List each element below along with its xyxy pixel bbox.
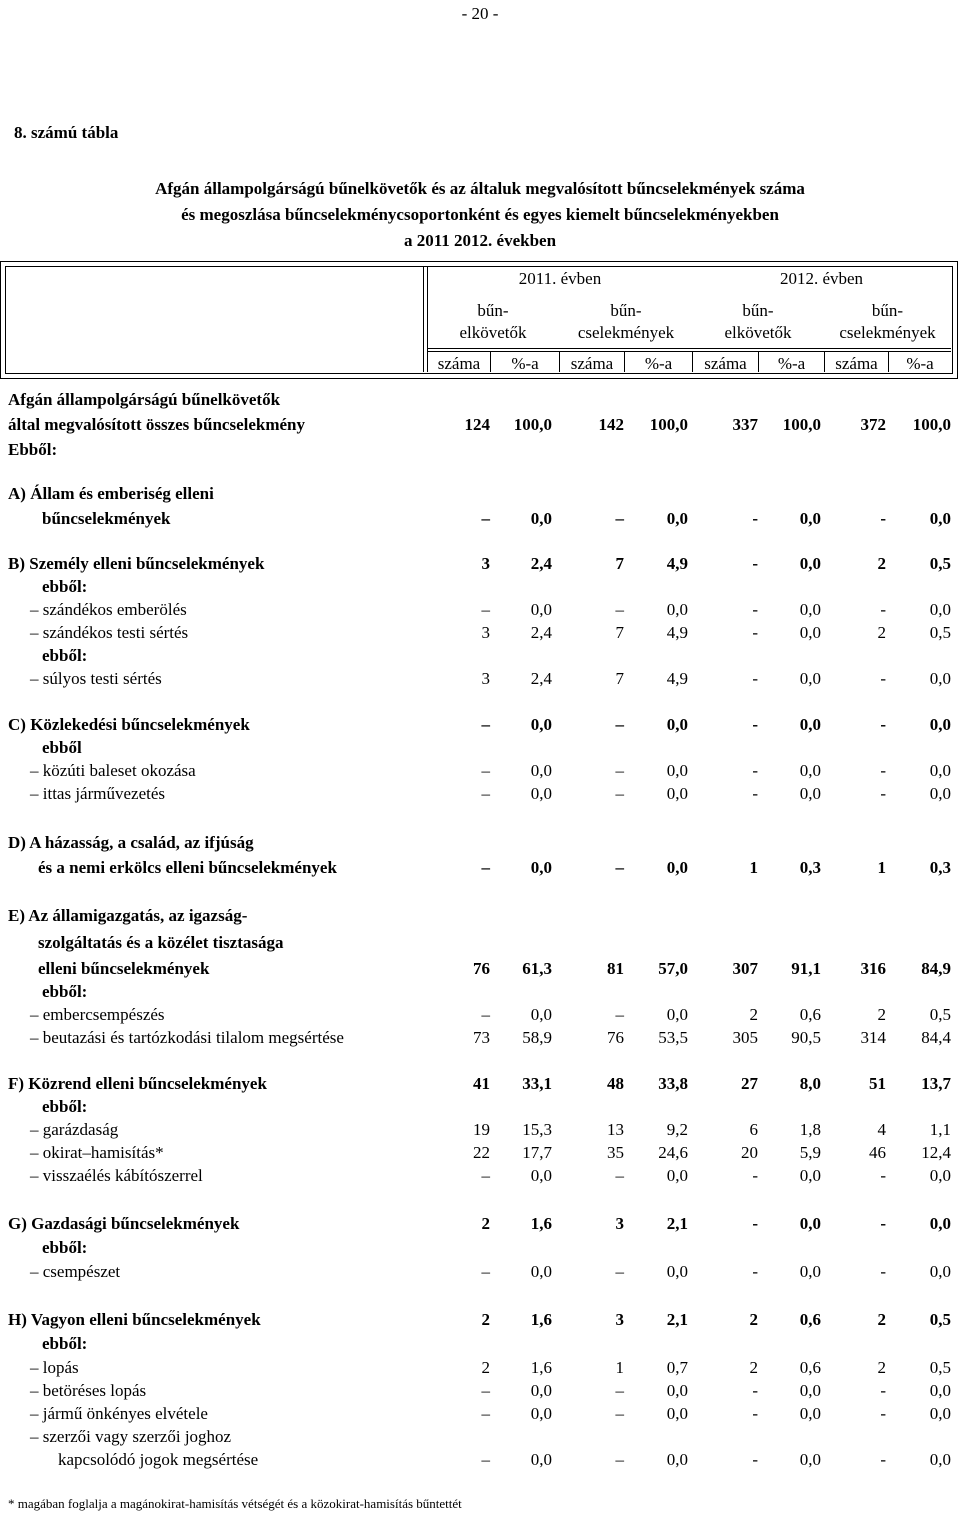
row-value: 35 <box>607 1143 624 1162</box>
page-number: - 20 - <box>461 4 499 23</box>
row-value: 0,0 <box>530 1005 552 1024</box>
row-value: - <box>752 784 758 803</box>
row-value: 0,0 <box>666 1381 688 1400</box>
row-value: 0,0 <box>929 784 951 803</box>
row-label: – lopás <box>30 1358 79 1377</box>
row-label: kapcsolódó jogok megsértése <box>58 1450 259 1469</box>
row-value: 0,0 <box>530 858 552 877</box>
row-value: 0,0 <box>799 1214 821 1233</box>
row-value: – <box>481 858 490 877</box>
row-value: 0,0 <box>799 1166 821 1185</box>
row-value: 76 <box>473 959 490 978</box>
row-value: 4,9 <box>666 554 688 573</box>
row-label: – közúti baleset okozása <box>30 761 196 780</box>
title-line-2: és megoszlása bűncselekménycsoportonként és egyes kiemelt bűncselekményekben <box>181 205 779 224</box>
row-label: ebből: <box>42 1238 88 1257</box>
row-value: 0,6 <box>799 1310 821 1329</box>
row-label: F) Közrend elleni bűncselekmények <box>8 1074 267 1093</box>
header-group-3-line-1: bűn- <box>742 301 774 320</box>
row-value: 0,0 <box>666 1262 688 1281</box>
header-sub-2: %-a <box>511 354 539 373</box>
row-value: 0,0 <box>929 509 951 528</box>
row-value: 0,7 <box>666 1358 688 1377</box>
header-sub-rule <box>427 351 951 352</box>
row-value: 0,5 <box>929 1005 951 1024</box>
row-value: – <box>481 1166 490 1185</box>
row-value: 1,6 <box>530 1358 552 1377</box>
row-value: - <box>880 1166 886 1185</box>
row-label: – súlyos testi sértés <box>30 669 162 688</box>
header-sub-6: %-a <box>777 354 806 373</box>
row-value: 0,0 <box>666 1005 688 1024</box>
row-label: ebből <box>42 738 82 757</box>
row-value: 1 <box>877 858 886 877</box>
row-label: Afgán állampolgárságú bűnelkövetők <box>8 390 281 409</box>
row-label: Ebből: <box>8 440 58 459</box>
row-value: 1,6 <box>530 1310 552 1329</box>
row-label: – szerzői vagy szerzői joghoz <box>30 1427 232 1446</box>
row-value: 0,0 <box>799 509 821 528</box>
row-value: 100,0 <box>649 415 688 434</box>
header-sub-rule-2 <box>427 348 951 349</box>
row-value: 0,3 <box>799 858 821 877</box>
row-value: - <box>752 1404 758 1423</box>
row-value: 0,0 <box>929 1404 951 1423</box>
row-label: ebből: <box>42 646 88 665</box>
row-value: 22 <box>473 1143 490 1162</box>
row-value: – <box>615 509 624 528</box>
row-value: – <box>481 509 490 528</box>
row-value: 0,0 <box>530 784 552 803</box>
row-value: - <box>752 554 758 573</box>
row-value: 0,0 <box>799 1450 821 1469</box>
row-label: és a nemi erkölcs elleni bűncselekmények <box>38 858 337 877</box>
row-value: 0,5 <box>929 623 951 642</box>
row-value: - <box>880 669 886 688</box>
row-value: – <box>615 1005 624 1024</box>
row-value: 124 <box>464 415 490 434</box>
row-value: – <box>615 784 624 803</box>
row-label: – jármű önkényes elvétele <box>30 1404 208 1423</box>
row-value: 2 <box>749 1358 758 1377</box>
row-value: - <box>880 600 886 619</box>
row-value: 2 <box>877 1310 886 1329</box>
row-value: 314 <box>860 1028 886 1047</box>
row-value: - <box>880 784 886 803</box>
row-value: 5,9 <box>799 1143 821 1162</box>
row-value: 307 <box>732 959 758 978</box>
row-label: – szándékos emberölés <box>30 600 187 619</box>
row-value: - <box>880 1262 886 1281</box>
row-value: 0,0 <box>530 1262 552 1281</box>
title-line-1: Afgán állampolgárságú bűnelkövetők és az általuk megvalósított bűncselekmények száma <box>155 179 805 198</box>
row-value: 0,0 <box>530 1381 552 1400</box>
row-value: 19 <box>473 1120 490 1139</box>
row-value: 0,0 <box>666 784 688 803</box>
row-value: 0,0 <box>799 1262 821 1281</box>
row-value: 48 <box>607 1074 624 1093</box>
row-label: – betöréses lopás <box>30 1381 147 1400</box>
row-value: 2,4 <box>530 554 552 573</box>
row-value: 51 <box>869 1074 886 1093</box>
row-value: – <box>481 600 490 619</box>
row-value: 0,6 <box>799 1005 821 1024</box>
header-sub-5: száma <box>704 354 747 373</box>
row-value: 0,0 <box>666 1404 688 1423</box>
row-value: 2,4 <box>530 623 552 642</box>
row-value: 0,5 <box>929 554 951 573</box>
header-sub-1: száma <box>437 354 481 373</box>
row-value: 1 <box>615 1358 624 1377</box>
row-value: - <box>752 761 758 780</box>
row-value: – <box>615 715 624 734</box>
row-value: 7 <box>615 554 624 573</box>
row-value: 9,2 <box>666 1120 688 1139</box>
row-value: 100,0 <box>782 415 821 434</box>
row-value: 0,0 <box>666 509 688 528</box>
row-label: ebből: <box>42 1097 88 1116</box>
row-value: - <box>752 669 758 688</box>
row-label: – beutazási és tartózkodási tilalom megsértése <box>30 1028 344 1047</box>
row-value: - <box>752 600 758 619</box>
row-value: 2 <box>877 554 886 573</box>
row-label: – csempészet <box>30 1262 121 1281</box>
row-value: 0,5 <box>929 1358 951 1377</box>
row-value: 91,1 <box>791 959 821 978</box>
row-value: - <box>880 761 886 780</box>
row-value: - <box>880 1404 886 1423</box>
row-value: 12,4 <box>921 1143 951 1162</box>
header-group-4-line-1: bűn- <box>871 301 904 320</box>
row-value: - <box>880 1381 886 1400</box>
row-value: 41 <box>473 1074 490 1093</box>
row-label: G) Gazdasági bűncselekmények <box>8 1214 240 1233</box>
header-year-2011: 2011. évben <box>518 269 602 288</box>
row-label: – szándékos testi sértés <box>30 623 189 642</box>
row-value: 337 <box>732 415 758 434</box>
row-value: 1,8 <box>799 1120 821 1139</box>
row-value: – <box>481 715 490 734</box>
row-value: 100,0 <box>513 415 552 434</box>
row-value: 1,1 <box>929 1120 951 1139</box>
row-value: 2,1 <box>666 1310 688 1329</box>
row-value: - <box>752 1381 758 1400</box>
row-value: 0,0 <box>666 1166 688 1185</box>
row-value: 8,0 <box>799 1074 821 1093</box>
row-value: - <box>752 715 758 734</box>
row-value: – <box>481 1450 490 1469</box>
row-value: 0,0 <box>929 761 951 780</box>
row-value: – <box>481 1262 490 1281</box>
row-value: 0,0 <box>929 1450 951 1469</box>
row-value: 316 <box>860 959 886 978</box>
header-sub-7: száma <box>835 354 878 373</box>
header-group-3-line-2: elkövetők <box>724 323 792 342</box>
row-label: szolgáltatás és a közélet tisztasága <box>38 933 284 952</box>
row-value: 90,5 <box>791 1028 821 1047</box>
row-label: – embercsempészés <box>30 1005 165 1024</box>
row-value: – <box>615 600 624 619</box>
row-value: 305 <box>732 1028 758 1047</box>
row-value: 73 <box>473 1028 490 1047</box>
row-value: – <box>481 1381 490 1400</box>
row-label: – garázdaság <box>30 1120 119 1139</box>
table-label: 8. számú tábla <box>14 123 119 142</box>
row-value: 0,0 <box>799 784 821 803</box>
row-value: 0,0 <box>799 669 821 688</box>
row-value: 0,0 <box>666 761 688 780</box>
row-label: A) Állam és emberiség elleni <box>8 484 214 503</box>
footnote: * magában foglalja a magánokirat-hamisítás vétségét és a közokirat-hamisítás bűntettét <box>8 1496 462 1511</box>
row-value: 0,6 <box>799 1358 821 1377</box>
row-value: 4,9 <box>666 623 688 642</box>
row-value: 0,0 <box>799 554 821 573</box>
row-value: 0,0 <box>929 1214 951 1233</box>
row-value: 58,9 <box>522 1028 552 1047</box>
row-value: 3 <box>481 554 490 573</box>
row-value: - <box>752 1214 758 1233</box>
row-value: 7 <box>615 669 624 688</box>
row-label: ebből: <box>42 577 88 596</box>
row-value: – <box>615 1166 624 1185</box>
row-value: 57,0 <box>658 959 688 978</box>
row-value: 0,0 <box>666 600 688 619</box>
row-value: – <box>615 1262 624 1281</box>
row-value: 0,3 <box>929 858 951 877</box>
row-value: 2 <box>481 1358 490 1377</box>
row-value: 84,9 <box>921 959 951 978</box>
header-group-2-line-2: cselekmények <box>577 323 675 342</box>
row-value: 3 <box>615 1310 624 1329</box>
row-label: H) Vagyon elleni bűncselekmények <box>8 1310 261 1329</box>
row-value: 4,9 <box>666 669 688 688</box>
row-value: 0,0 <box>799 761 821 780</box>
row-value: 13 <box>607 1120 624 1139</box>
row-value: 0,0 <box>666 858 688 877</box>
row-value: 0,0 <box>929 1166 951 1185</box>
row-value: 53,5 <box>658 1028 688 1047</box>
row-value: 0,0 <box>799 1381 821 1400</box>
row-value: 0,0 <box>929 1262 951 1281</box>
row-value: 0,0 <box>929 1381 951 1400</box>
row-value: - <box>880 509 886 528</box>
row-value: – <box>615 1381 624 1400</box>
row-value: 1 <box>749 858 758 877</box>
row-value: 20 <box>741 1143 758 1162</box>
row-label: bűncselekmények <box>42 509 171 528</box>
header-group-2-line-1: bűn- <box>610 301 642 320</box>
header-year-2012: 2012. évben <box>779 269 864 288</box>
row-value: 0,0 <box>530 509 552 528</box>
row-value: 2 <box>481 1214 490 1233</box>
row-value: 0,0 <box>799 600 821 619</box>
row-value: - <box>752 1166 758 1185</box>
row-value: 1,6 <box>530 1214 552 1233</box>
row-label: B) Személy elleni bűncselekmények <box>8 554 265 573</box>
row-value: – <box>615 761 624 780</box>
row-value: 27 <box>741 1074 758 1093</box>
row-value: – <box>615 858 624 877</box>
row-value: 2,4 <box>530 669 552 688</box>
row-value: 0,0 <box>530 1450 552 1469</box>
row-value: 46 <box>869 1143 886 1162</box>
row-value: 372 <box>860 415 886 434</box>
row-value: 81 <box>607 959 624 978</box>
row-label: C) Közlekedési bűncselekmények <box>8 715 250 734</box>
row-value: 84,4 <box>921 1028 951 1047</box>
row-value: – <box>481 1005 490 1024</box>
header-group-4-line-2: cselekmények <box>839 323 936 342</box>
header-sub-8: %-a <box>906 354 934 373</box>
row-label: ebből: <box>42 982 88 1001</box>
row-value: - <box>752 509 758 528</box>
header-label-divider <box>423 266 424 372</box>
row-value: - <box>752 1262 758 1281</box>
row-value: 0,0 <box>799 623 821 642</box>
row-value: - <box>752 1450 758 1469</box>
row-label: – ittas járművezetés <box>30 784 166 803</box>
row-value: – <box>481 1404 490 1423</box>
row-value: 76 <box>607 1028 624 1047</box>
row-value: 2 <box>877 1005 886 1024</box>
row-value: 61,3 <box>522 959 552 978</box>
row-value: 0,0 <box>530 761 552 780</box>
row-value: 142 <box>598 415 624 434</box>
row-label: – visszaélés kábítószerrel <box>30 1166 203 1185</box>
row-value: - <box>880 1450 886 1469</box>
row-value: – <box>481 761 490 780</box>
row-value: 3 <box>481 623 490 642</box>
row-value: 2 <box>877 1358 886 1377</box>
row-value: 0,0 <box>666 1450 688 1469</box>
row-value: 7 <box>615 623 624 642</box>
row-value: 0,0 <box>929 669 951 688</box>
row-value: 0,0 <box>530 715 552 734</box>
row-value: 2 <box>481 1310 490 1329</box>
row-value: 2,1 <box>666 1214 688 1233</box>
row-value: – <box>615 1450 624 1469</box>
row-value: 0,0 <box>666 715 688 734</box>
row-value: 3 <box>481 669 490 688</box>
row-label: elleni bűncselekmények <box>38 959 210 978</box>
row-value: 17,7 <box>522 1143 552 1162</box>
title-line-3: a 2011 2012. években <box>403 231 557 250</box>
row-value: 2 <box>749 1310 758 1329</box>
row-value: 100,0 <box>912 415 951 434</box>
row-value: 0,0 <box>530 1166 552 1185</box>
header-group-1-line-1: bűn- <box>477 301 509 320</box>
header-sub-4: %-a <box>644 354 673 373</box>
row-value: 0,0 <box>929 600 951 619</box>
row-value: 33,1 <box>522 1074 552 1093</box>
row-value: 2 <box>877 623 886 642</box>
row-value: - <box>880 715 886 734</box>
header-group-1-line-2: elkövetők <box>459 323 527 342</box>
row-value: 24,6 <box>658 1143 688 1162</box>
header-sub-3: száma <box>570 354 614 373</box>
row-value: 2 <box>749 1005 758 1024</box>
row-value: 0,5 <box>929 1310 951 1329</box>
row-value: 0,0 <box>530 1404 552 1423</box>
row-value: 0,0 <box>799 715 821 734</box>
row-label: – okirat–hamisítás* <box>30 1143 164 1162</box>
row-label: D) A házasság, a család, az ifjúság <box>8 833 254 852</box>
row-value: 13,7 <box>921 1074 951 1093</box>
row-value: - <box>752 623 758 642</box>
row-value: - <box>880 1214 886 1233</box>
row-value: 33,8 <box>658 1074 688 1093</box>
row-value: 15,3 <box>522 1120 552 1139</box>
row-value: 0,0 <box>530 600 552 619</box>
row-value: 6 <box>749 1120 758 1139</box>
row-value: 3 <box>615 1214 624 1233</box>
row-value: 0,0 <box>799 1404 821 1423</box>
row-label: E) Az államigazgatás, az igazság- <box>8 906 248 925</box>
row-label: ebből: <box>42 1334 88 1353</box>
row-label: által megvalósított összes bűncselekmény <box>8 415 306 434</box>
row-value: – <box>615 1404 624 1423</box>
row-value: – <box>481 784 490 803</box>
row-value: 4 <box>877 1120 886 1139</box>
row-value: 0,0 <box>929 715 951 734</box>
